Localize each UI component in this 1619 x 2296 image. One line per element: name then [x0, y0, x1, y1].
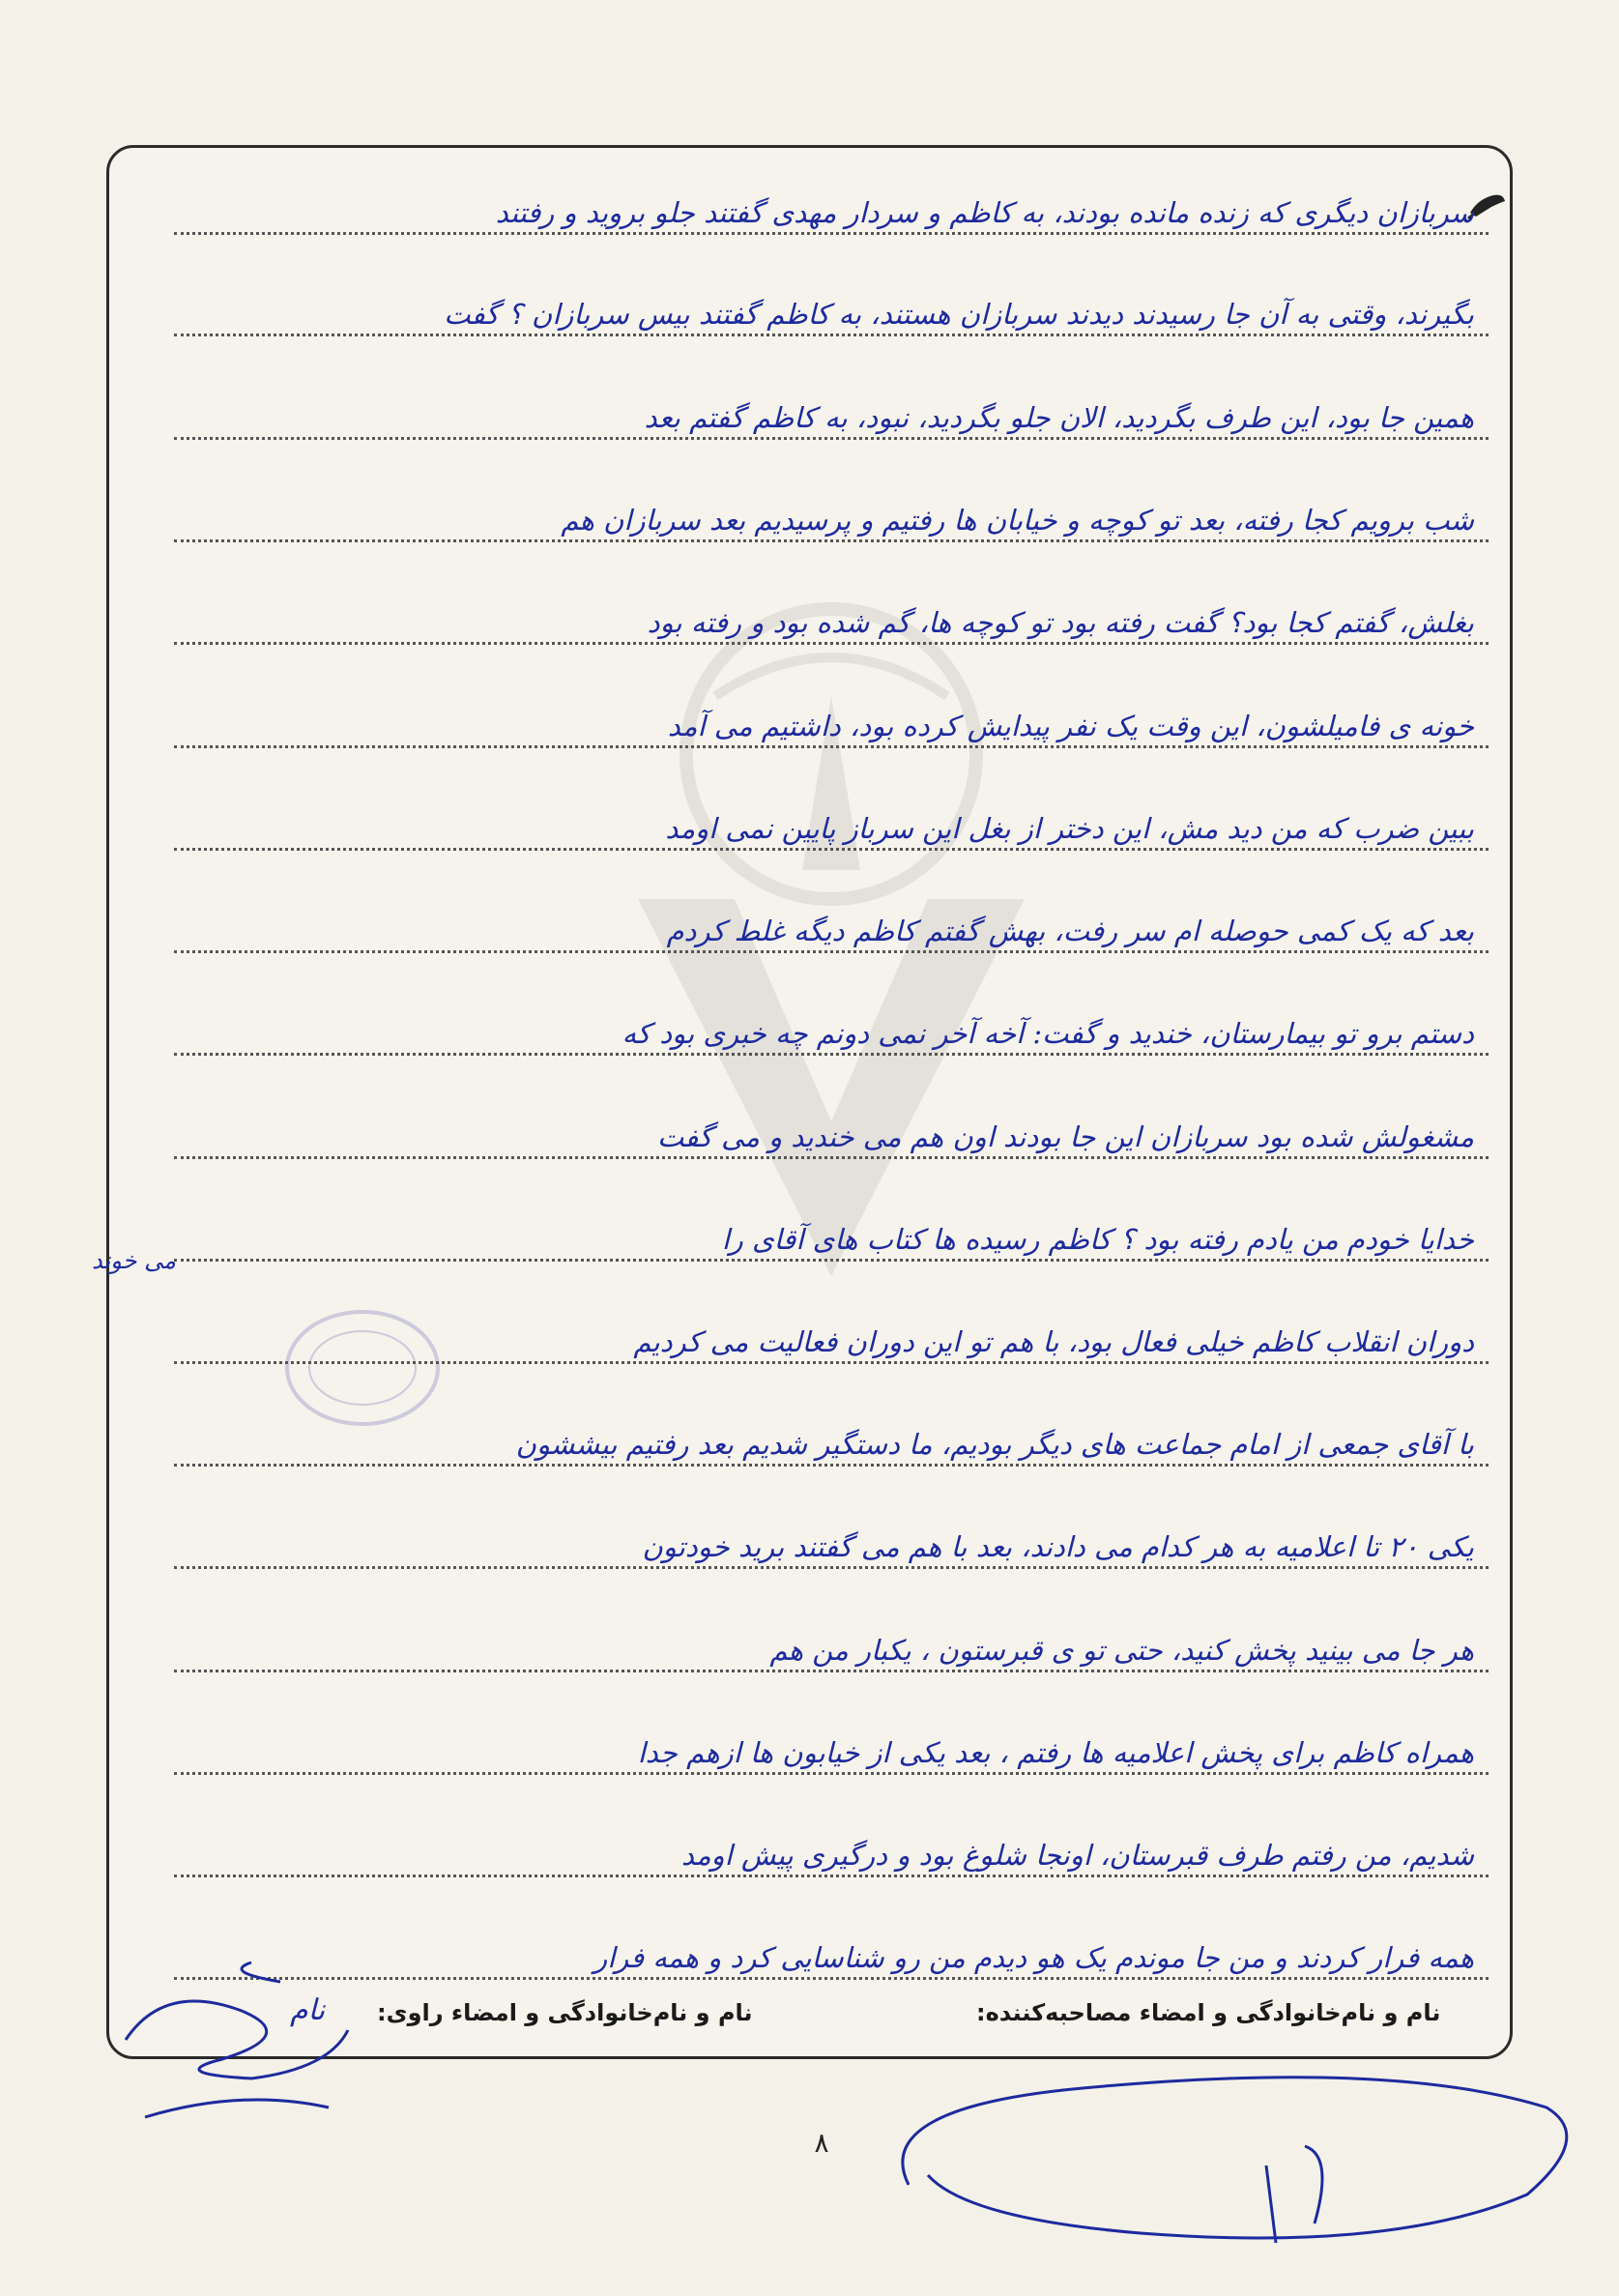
- page-number: ۸: [814, 2127, 829, 2159]
- handwritten-line: با آقای جمعی از امام جماعت های دیگر بودیم، ما دستگیر شدیم بعد رفتیم بیششون: [515, 1428, 1474, 1461]
- narrator-signature-label: نام و نام‌خانوادگی و امضاء راوی:: [377, 1999, 753, 2026]
- narrator-signature-text: نام: [290, 1993, 326, 2027]
- ruled-line: [174, 1772, 1489, 1775]
- handwritten-line: ببین ضرب که من دید مش، این دختر از بغل این سرباز پایین نمی اومد: [665, 812, 1474, 845]
- ruled-line: [174, 1977, 1489, 1980]
- ruled-line: [174, 539, 1489, 542]
- handwritten-line: بغلش، گفتم کجا بود؟ گفت رفته بود تو کوچه ها، گم شده بود و رفته بود: [647, 606, 1474, 639]
- ruled-line: [174, 1670, 1489, 1672]
- ruled-line: [174, 1464, 1489, 1467]
- interviewer-signature-label: نام و نام‌خانوادگی و امضاء مصاحبه‌کننده:: [976, 1999, 1441, 2026]
- handwritten-line: خدایا خودم من یادم رفته بود ؟ کاظم رسیده ها کتاب های آقای را: [721, 1223, 1474, 1256]
- handwritten-line: همین جا بود، این طرف بگردید، الان جلو بگردید، نبود، به کاظم گفتم بعد: [644, 401, 1474, 434]
- handwritten-line: مشغولش شده بود سربازان این جا بودند اون هم می خندید و می گفت: [656, 1120, 1474, 1153]
- ruled-line: [174, 334, 1489, 336]
- ruled-line: [174, 1875, 1489, 1877]
- ruled-line: [174, 1156, 1489, 1159]
- interviewer-signature: [851, 2049, 1605, 2296]
- ruled-line: [174, 745, 1489, 748]
- handwritten-line: شدیم، من رفتم طرف قبرستان، اونجا شلوغ بود و درگیری پیش اومد: [680, 1839, 1474, 1872]
- handwritten-line: بگیرند، وقتی به آن جا رسیدند دیدند سربازان هستند، به کاظم گفتند بیس سربازان ؟ گفت: [444, 298, 1474, 331]
- ruled-line: [174, 1259, 1489, 1262]
- handwritten-line: دستم برو تو بیمارستان، خندید و گفت: آخه آخر نمی دونم چه خبری بود که: [622, 1017, 1474, 1050]
- margin-note: می خوند: [92, 1247, 176, 1274]
- ruled-line: [174, 848, 1489, 851]
- ruled-line: [174, 642, 1489, 645]
- handwritten-line: هر جا می بینید پخش کنید، حتی تو ی قبرستون ، یکبار من هم: [769, 1634, 1474, 1667]
- ruled-line: [174, 950, 1489, 953]
- ruled-line: [174, 232, 1489, 235]
- handwritten-line: سربازان دیگری که زنده مانده بودند، به کاظم و سردار مهدی گفتند جلو بروید و رفتند: [495, 196, 1474, 229]
- handwritten-line: همراه کاظم برای پخش اعلامیه ها رفتم ، بعد یکی از خیابون ها ازهم جدا: [637, 1736, 1474, 1769]
- handwritten-line: شب برویم کجا رفته، بعد تو کوچه و خیابان ها رفتیم و پرسیدیم بعد سربازان هم: [561, 504, 1474, 537]
- handwritten-line: خونه ی فامیلشون، این وقت یک نفر پیدایش کرده بود، داشتیم می آمد: [667, 710, 1474, 742]
- ruled-line: [174, 1566, 1489, 1569]
- ruled-line: [174, 437, 1489, 440]
- ruled-line: [174, 1053, 1489, 1056]
- handwritten-line: همه فرار کردند و من جا موندم یک هو دیدم من رو شناسایی کرد و همه فرار: [593, 1941, 1474, 1974]
- ruled-line: [174, 1361, 1489, 1364]
- handwritten-line: یکی ۲۰ تا اعلامیه به هر کدام می دادند، بعد با هم می گفتند برید خودتون: [642, 1530, 1474, 1563]
- handwritten-line: بعد که یک کمی حوصله ام سر رفت، بهش گفتم کاظم دیگه غلط کردم: [666, 915, 1474, 947]
- handwritten-line: دوران انقلاب کاظم خیلی فعال بود، با هم تو این دوران فعالیت می کردیم: [633, 1325, 1474, 1358]
- narrator-signature: [106, 1943, 358, 2136]
